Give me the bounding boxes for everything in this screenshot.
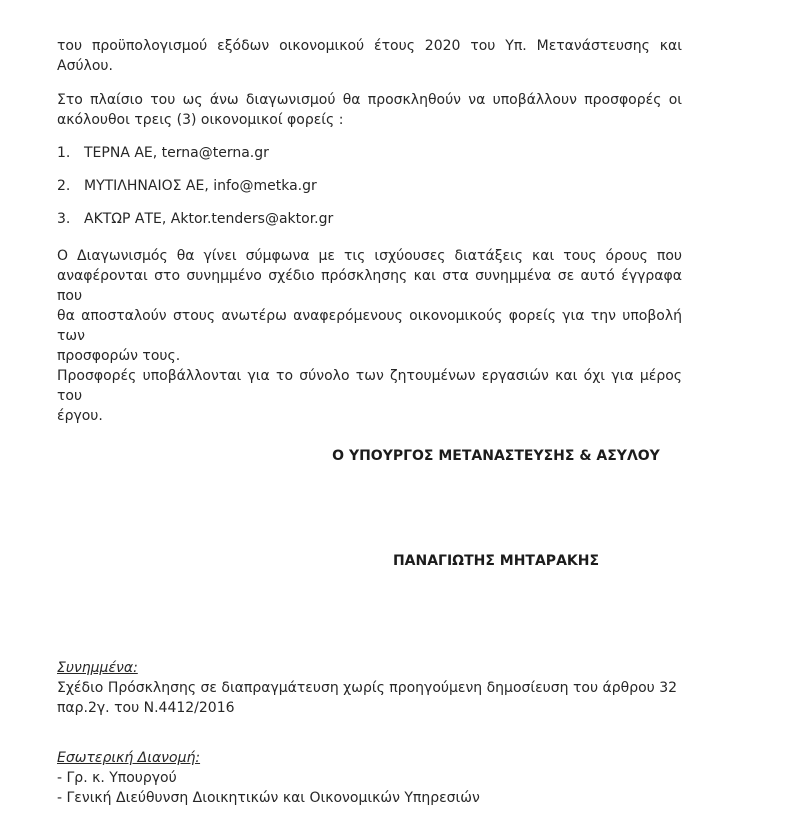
attachments-heading: Συνημμένα: <box>57 660 138 676</box>
list-item <box>57 176 682 196</box>
paragraph-line: θα αποσταλούν στους ανωτέρω αναφερόμενους οικονομικούς φορείς για την υποβολή των <box>57 308 682 344</box>
internal-distribution-section <box>57 748 682 808</box>
vendor-list <box>57 143 682 229</box>
attachment-line: Σχέδιο Πρόσκλησης σε διαπραγμάτευση χωρίς προηγούμενη δημοσίευση του άρθρου 32 <box>57 680 678 696</box>
paragraph-budget <box>57 0 682 76</box>
vendor-name-email: ΑΚΤΩΡ ΑΤΕ, Aktor.tenders@aktor.gr <box>84 211 334 227</box>
paragraph-line: έργου. <box>57 408 103 424</box>
distribution-item: - Γενική Διεύθυνση Διοικητικών και Οικονομικών Υπηρεσιών <box>57 790 480 806</box>
attachments-section <box>57 658 682 718</box>
paragraph-line: Ασύλου. <box>57 58 113 74</box>
attachment-line: παρ.2γ. του Ν.4412/2016 <box>57 700 235 716</box>
paragraph-line: προσφορών τους. <box>57 348 181 364</box>
list-item-number: 2. <box>57 178 71 194</box>
document-body <box>57 0 682 808</box>
list-item <box>57 209 682 229</box>
vendor-name-email: ΤΕΡΝΑ ΑΕ, terna@terna.gr <box>84 145 269 161</box>
paragraph-line: Ο Διαγωνισμός θα γίνει σύμφωνα με τις ισχύουσες διατάξεις και τους όρους που <box>57 248 682 264</box>
paragraph-terms <box>57 246 682 426</box>
list-item-number: 3. <box>57 211 71 227</box>
signature-block <box>317 446 675 571</box>
paragraph-line: Προσφορές υποβάλλονται για το σύνολο των ζητουμένων εργασιών και όχι για μέρος του <box>57 368 682 404</box>
list-item <box>57 143 682 163</box>
paragraph-line: του προϋπολογισμού εξόδων οικονομικού έτους 2020 του Υπ. Μετανάστευσης και <box>57 38 682 54</box>
minister-name: ΠΑΝΑΓΙΩΤΗΣ ΜΗΤΑΡΑΚΗΣ <box>392 553 600 569</box>
internal-distribution-heading: Εσωτερική Διανομή: <box>57 750 201 766</box>
paragraph-line: Στο πλαίσιο του ως άνω διαγωνισμού θα προσκληθούν να υποβάλλουν προσφορές οι <box>57 92 682 108</box>
vendor-name-email: ΜΥΤΙΛΗΝΑΙΟΣ ΑΕ, info@metka.gr <box>84 178 317 194</box>
distribution-item: - Γρ. κ. Υπουργού <box>57 770 177 786</box>
paragraph-line: ακόλουθοι τρεις (3) οικονομικοί φορείς : <box>57 112 344 128</box>
minister-title: Ο ΥΠΟΥΡΓΟΣ ΜΕΤΑΝΑΣΤΕΥΣΗΣ & ΑΣΥΛΟΥ <box>332 448 660 464</box>
paragraph-line: αναφέρονται στο συνημμένο σχέδιο πρόσκλησης και στα συνημμένα σε αυτό έγγραφα που <box>57 268 682 304</box>
paragraph-invitation <box>57 90 682 130</box>
list-item-number: 1. <box>57 145 71 161</box>
